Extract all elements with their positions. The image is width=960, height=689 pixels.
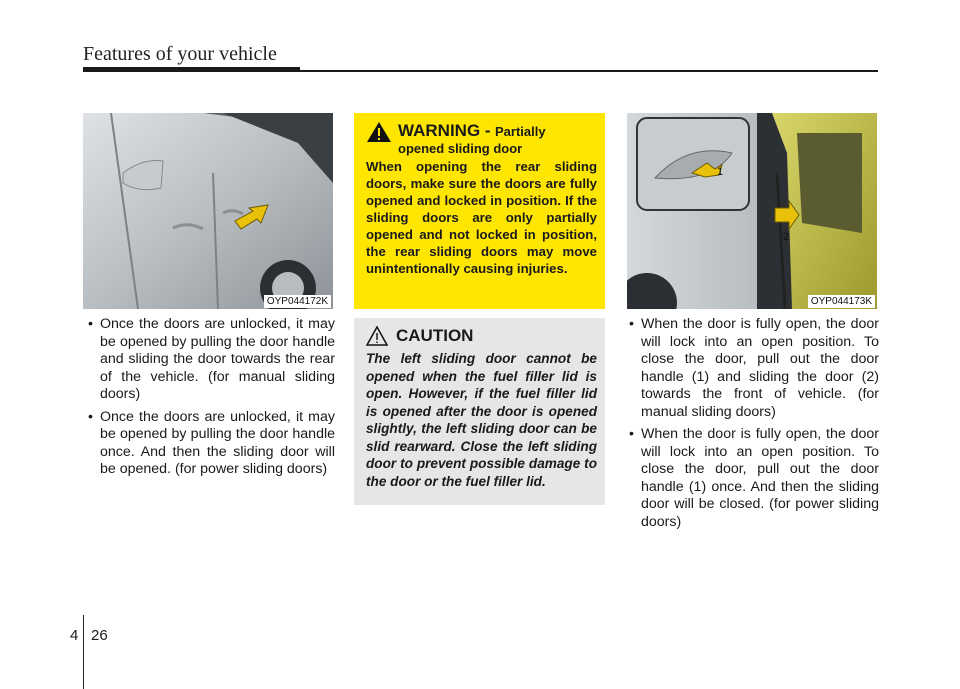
right-door-photo	[627, 113, 877, 309]
caution-word: CAUTION	[396, 326, 474, 345]
right-bullet-1: • When the door is fully open, the door will lock into an open position. To close the door, pull out the door handle (1) and sliding the door (2) towards the front of vehicle. (for manual sliding doors)	[627, 316, 879, 421]
left-bullet-1: • Once the doors are unlocked, it may be opened by pulling the door handle and sliding the door towards the rear of the vehicle. (for manual sliding doors)	[86, 316, 335, 404]
right-photo-code: OYP044173K	[808, 295, 875, 308]
header-rule	[83, 67, 300, 72]
page-number: 26	[91, 627, 108, 644]
right-bullet-list	[627, 316, 879, 536]
right-bullet-2: • When the door is fully open, the door will lock into an open position. To close the door, pull out the door handle (1) once. And then the sliding door will be closed. (for power sliding doors)	[627, 426, 879, 531]
footer-divider	[83, 615, 84, 689]
section-number: 4	[70, 627, 79, 644]
warning-triangle-icon	[366, 121, 392, 143]
caution-body: The left sliding door cannot be opened when the fuel filler lid is open. However, if the fuel filler lid is opened after the door is opened slightly, the left sliding door can be slid rearward. Close the left sliding door to prevent possible damage to the door or the fuel filler lid.	[366, 351, 597, 489]
caution-box	[354, 318, 605, 505]
caution-triangle-icon	[366, 326, 388, 346]
warning-box	[354, 113, 605, 309]
left-photo-code: OYP044172K	[264, 295, 331, 308]
warning-body: When opening the rear sliding doors, make sure the doors are fully opened and locked in position. If the sliding doors are only partially opened and not locked in position, the rear sliding doors may move unintentionally causing injuries.	[366, 159, 597, 276]
left-bullet-list	[86, 316, 335, 484]
callout-2: 2	[783, 231, 790, 243]
caution-header	[366, 326, 597, 346]
warning-header	[366, 121, 597, 156]
warning-subtitle-1: Partially	[495, 124, 546, 139]
left-door-photo	[83, 113, 333, 309]
warning-subtitle-2: opened sliding door	[398, 141, 523, 156]
header-rule-thin	[300, 70, 878, 72]
callout-1: 1	[717, 166, 724, 178]
warning-word: WARNING -	[398, 121, 491, 140]
left-bullet-2: • Once the doors are unlocked, it may be opened by pulling the door handle once. And then the sliding door will be opened. (for power sliding doors)	[86, 409, 335, 479]
page-header-title: Features of your vehicle	[83, 43, 277, 65]
